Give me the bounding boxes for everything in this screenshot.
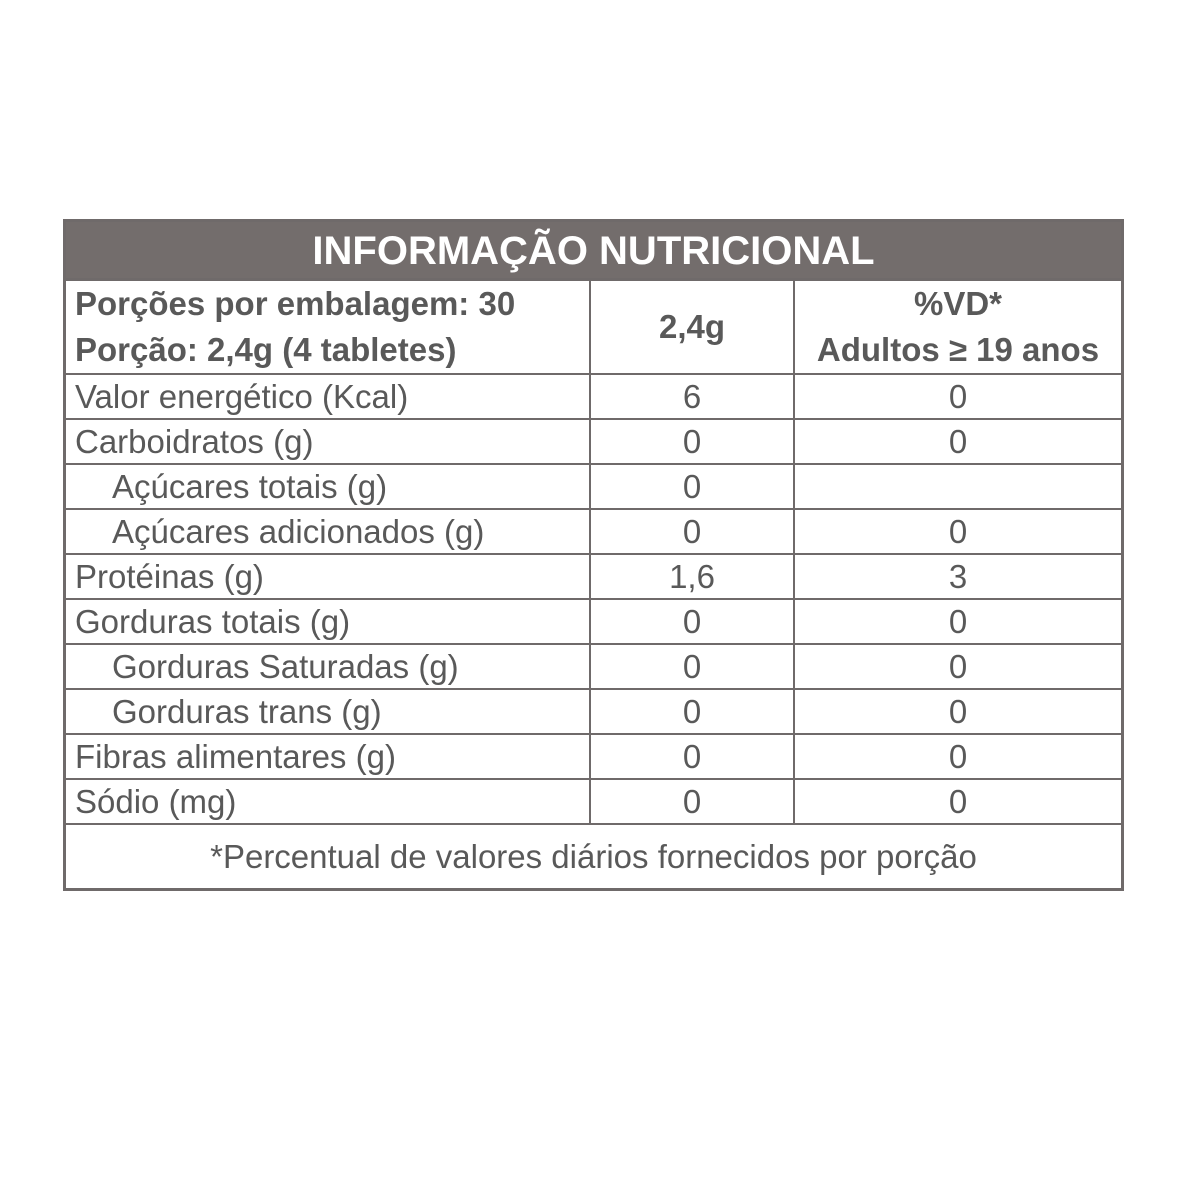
nutrient-name: Açúcares totais (g) [66,464,590,509]
nutrient-daily-value: 3 [794,554,1121,599]
nutrient-name: Protéinas (g) [66,554,590,599]
nutrient-daily-value: 0 [794,779,1121,824]
nutrient-amount: 0 [590,734,794,779]
table-header-row [66,281,1121,374]
nutrient-amount: 0 [590,509,794,554]
nutrient-name: Sódio (mg) [66,779,590,824]
serving-info-cell [66,281,590,374]
nutrition-facts-label [63,219,1124,891]
table-row [66,554,1121,599]
table-row [66,779,1121,824]
table-row [66,419,1121,464]
nutrient-name: Fibras alimentares (g) [66,734,590,779]
table-row [66,464,1121,509]
nutrient-amount: 0 [590,419,794,464]
nutrient-amount: 0 [590,779,794,824]
table-row [66,734,1121,779]
table-row [66,509,1121,554]
nutrient-amount: 0 [590,689,794,734]
nutrition-table [66,281,1121,889]
servings-per-package: Porções por embalagem: 30 [75,285,516,322]
nutrient-daily-value: 0 [794,419,1121,464]
nutrient-daily-value: 0 [794,374,1121,419]
nutrient-amount: 0 [590,599,794,644]
nutrient-name: Valor energético (Kcal) [66,374,590,419]
serving-size: Porção: 2,4g (4 tabletes) [75,331,457,368]
nutrient-daily-value [794,464,1121,509]
nutrient-amount: 1,6 [590,554,794,599]
nutrient-name: Carboidratos (g) [66,419,590,464]
daily-value-audience: Adultos ≥ 19 anos [816,331,1100,368]
nutrient-name: Açúcares adicionados (g) [66,509,590,554]
nutrient-daily-value: 0 [794,644,1121,689]
nutrient-name: Gorduras trans (g) [66,689,590,734]
nutrient-name: Gorduras Saturadas (g) [66,644,590,689]
table-row [66,644,1121,689]
nutrient-daily-value: 0 [794,509,1121,554]
daily-value-label: %VD* [913,285,1003,322]
amount-column-header: 2,4g [590,281,794,374]
footnote-row [66,824,1121,889]
nutrient-daily-value: 0 [794,689,1121,734]
nutrient-daily-value: 0 [794,599,1121,644]
nutrient-daily-value: 0 [794,734,1121,779]
table-row [66,689,1121,734]
table-row [66,374,1121,419]
nutrient-name: Gorduras totais (g) [66,599,590,644]
label-title: INFORMAÇÃO NUTRICIONAL [66,222,1121,281]
table-row [66,599,1121,644]
nutrient-amount: 0 [590,464,794,509]
nutrient-amount: 0 [590,644,794,689]
daily-value-column-header [794,281,1121,374]
footnote: *Percentual de valores diários fornecidos por porção [66,824,1121,889]
nutrient-amount: 6 [590,374,794,419]
